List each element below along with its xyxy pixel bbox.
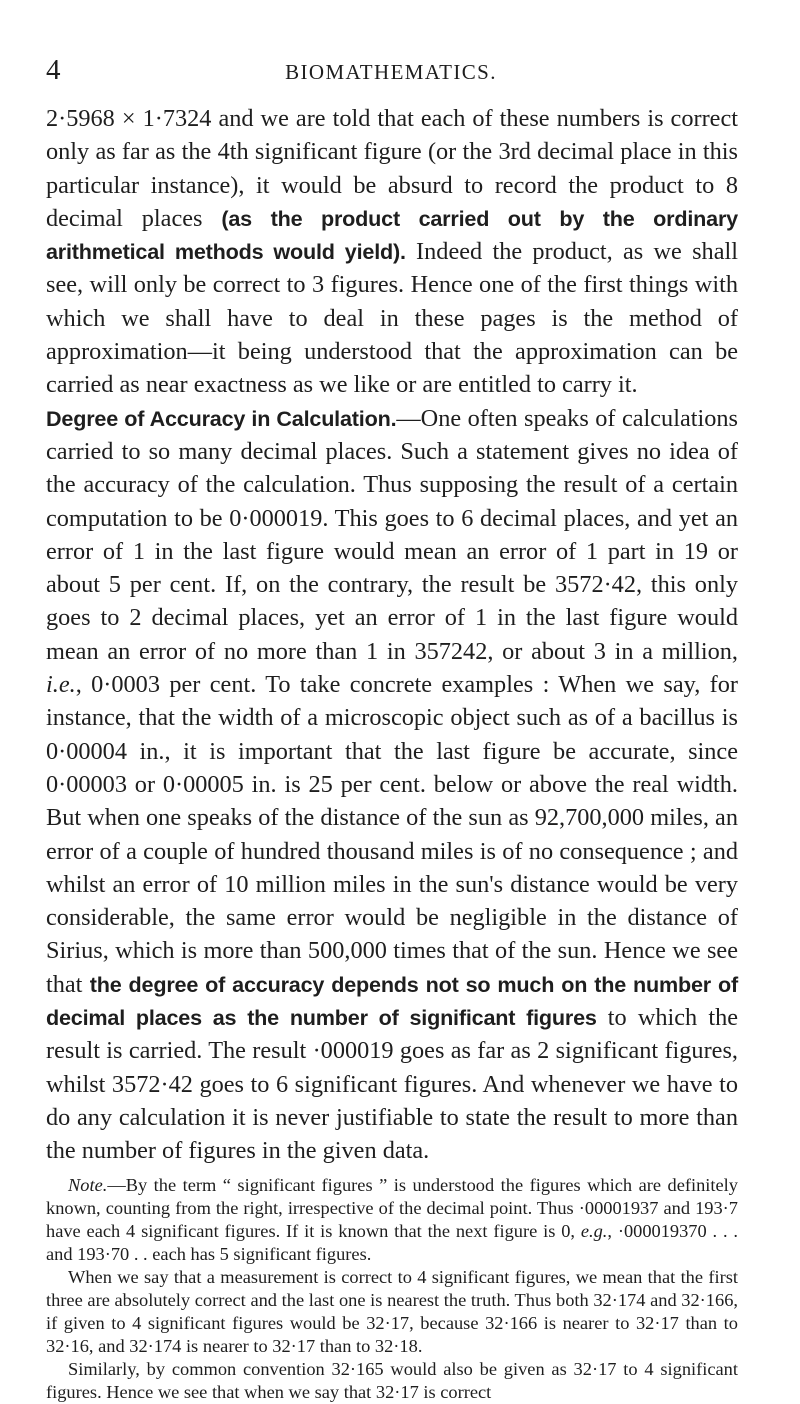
page-number: 4 <box>46 54 61 86</box>
paragraph-text: Indeed the product, as we shall see, will only be correct to 3 figures. Hence one of the first things with which we shall have to deal in these pages is the method of approximation—it being understood that the approximation can be carried as near exactness as we like or are entitled to carry it. <box>46 238 738 399</box>
running-title: BIOMATHEMATICS. <box>285 60 497 84</box>
note-paragraph: When we say that a measurement is correct to 4 significant figures, we mean that the first three are absolutely correct and the last one is nearest the truth. Thus both 32·174 and 32·166, if given to 4 significant figures would be 32·17, because 32·166 is nearer to 32·17 than to 32·16, and 32·174 is nearer to 32·17 than to 32·18. <box>46 1266 738 1356</box>
section-heading: Degree of Accuracy in Calculation. <box>46 405 397 431</box>
running-head <box>46 52 736 88</box>
paragraph-text: , 0·0003 per cent. To take concrete examples : When we say, for instance, that the width of a microscopic object such as of a bacillus is 0·00004 in., it is important that the last figure be accurate, since 0·00003 or 0·00005 in. is 25 per cent. below or above the real width. But when one speaks of the distance of the sun as 92,700,000 miles, an error of a couple of hundred thousand miles is of no consequence ; and whilst an error of 10 million miles in the sun's distance would be very considerable, the same error would be negligible in the distance of Sirius, which is more than 500,000 times that of the sun. Hence we see that <box>46 671 738 998</box>
paragraph-text: to which the result is carried. The result ·000019 goes as far as 2 significant figures, whilst 3572·42 goes to 6 significant figures. And whenever we have to do any calculation it is never justifiable to state the result to more than the number of figures in the given data. <box>46 1004 738 1165</box>
paragraph-text: —One often speaks of calculations carried to so many decimal places. Such a statement gives no idea of the accuracy of the calculation. Thus supposing the result of a certain computation to be 0·000019. This goes to 6 decimal places, and yet an error of 1 in the last figure would mean an error of 1 part in 19 or about 5 per cent. If, on the contrary, the result be 3572·42, this only goes to 2 decimal places, yet an error of 1 in the last figure would mean an error of no more than 1 in 357242, or about 3 in a million, <box>46 404 738 665</box>
italic-abbreviation: i.e. <box>46 671 76 699</box>
paragraph-approximation <box>46 102 738 402</box>
footnote-block <box>46 1174 738 1404</box>
note-paragraph <box>46 1174 738 1266</box>
note-text: , ·000019370 . . . and 193·70 . . each has 5 significant figures. <box>46 1220 738 1264</box>
body-text <box>46 102 738 1404</box>
paragraph-text: 2·5968 × 1·7324 and we are told that each of these numbers is correct only as far as the 4th significant figure (or the 3rd decimal place in this particular instance), it would be absurd to record the product to 8 decimal places <box>46 105 738 232</box>
note-label: Note. <box>68 1174 108 1195</box>
note-text: —By the term “ significant figures ” is understood the figures which are definitely known, counting from the right, irrespective of the decimal point. Thus ·00001937 and 193·7 have each 4 significant figures. If it is known that the next figure is 0, <box>46 1174 738 1241</box>
bold-emphasis: the degree of accuracy depends not so much on the number of decimal places as the number of significant figures <box>46 971 738 1031</box>
note-paragraph: Similarly, by common convention 32·165 would also be given as 32·17 to 4 significant figures. Hence we see that when we say that 32·17 is correct <box>46 1358 738 1402</box>
paragraph-degree-of-accuracy <box>46 402 738 1168</box>
bold-emphasis: (as the product carried out by the ordinary arithmetical methods would yield). <box>46 205 738 265</box>
italic-abbreviation: e.g. <box>580 1220 608 1241</box>
